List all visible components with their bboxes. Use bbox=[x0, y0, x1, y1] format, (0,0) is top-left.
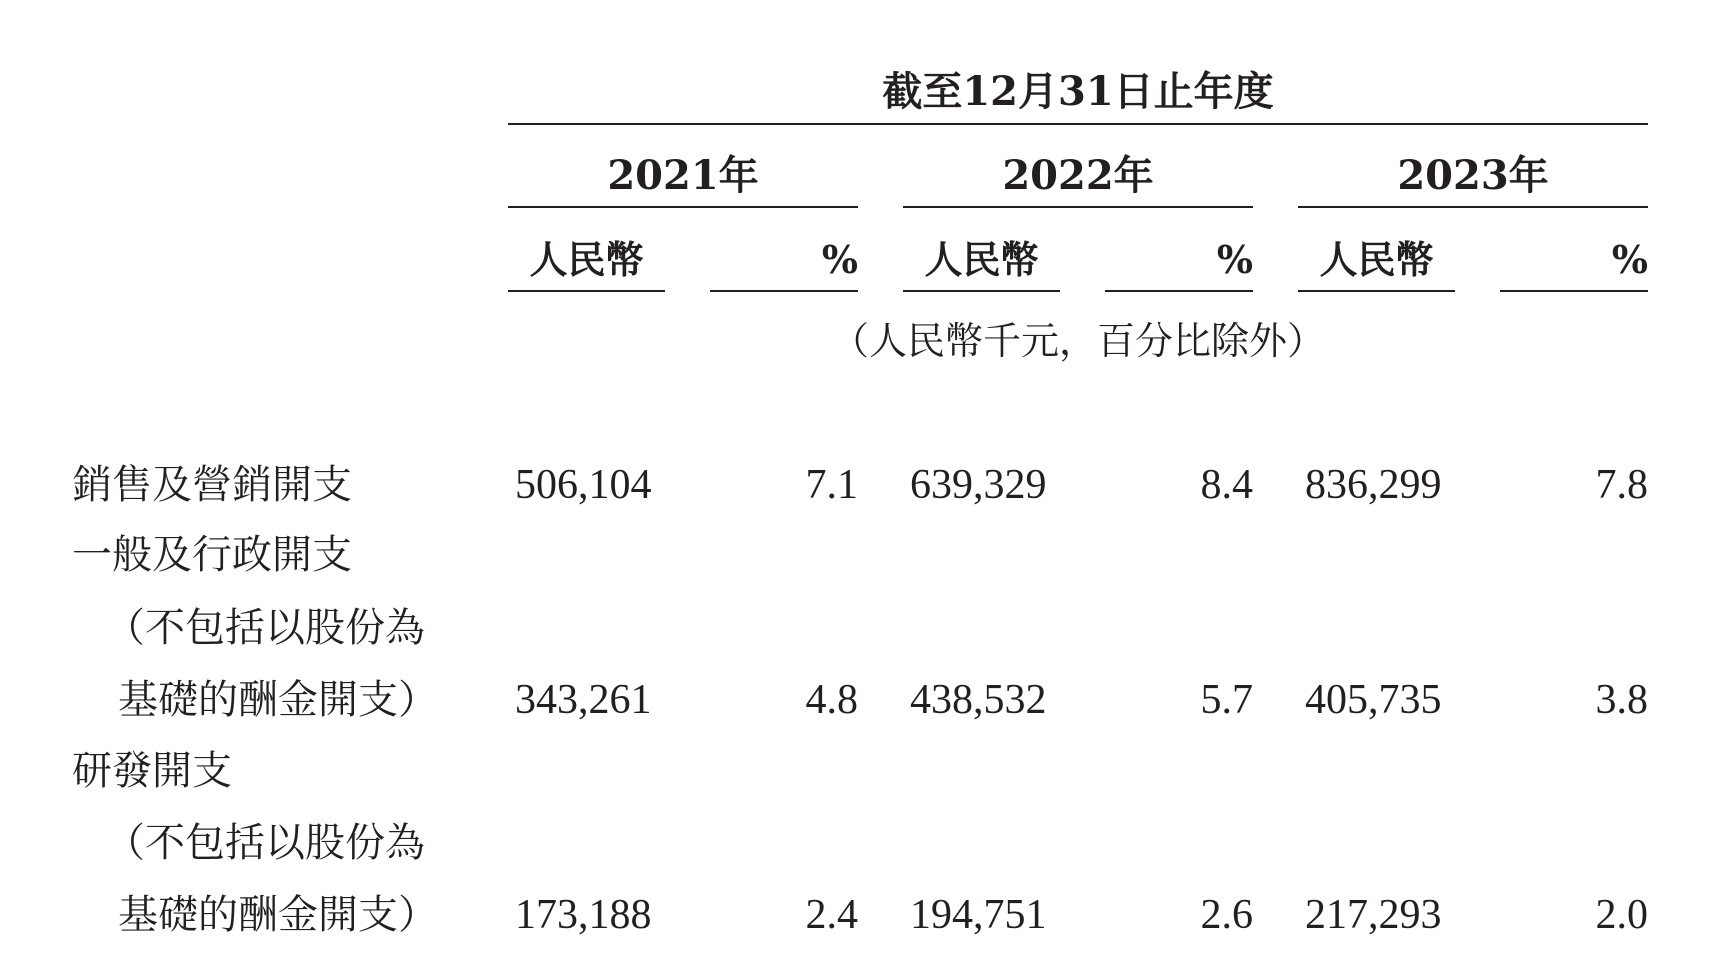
row-label-selling-marketing: 銷售及營銷開支 bbox=[72, 462, 352, 508]
value-admin-2022-amount: 438,532 bbox=[910, 677, 1047, 723]
year-header-2022: 2022年 bbox=[1002, 152, 1154, 199]
percent-rule-2023 bbox=[1500, 290, 1648, 292]
currency-header-2022: 人民幣 bbox=[924, 237, 1039, 282]
value-admin-2021-percent: 4.8 bbox=[805, 677, 858, 723]
row-label-rnd: 研發開支 bbox=[72, 748, 232, 794]
value-rnd-2022-amount: 194,751 bbox=[910, 892, 1047, 938]
year-header-2021: 2021年 bbox=[607, 152, 759, 199]
currency-rule-2022 bbox=[903, 290, 1060, 292]
currency-header-2021: 人民幣 bbox=[529, 237, 644, 282]
value-rnd-2022-percent: 2.6 bbox=[1200, 892, 1253, 938]
value-selling-2022-percent: 8.4 bbox=[1200, 462, 1253, 508]
row-label-general-admin: 一般及行政開支 bbox=[72, 532, 352, 578]
value-admin-2022-percent: 5.7 bbox=[1200, 677, 1253, 723]
year-header-2023: 2023年 bbox=[1397, 152, 1549, 199]
value-rnd-2023-percent: 2.0 bbox=[1595, 892, 1648, 938]
row-label-general-admin-note-2: 基礎的酬金開支） bbox=[118, 677, 438, 723]
period-header: 截至12月31日止年度 bbox=[882, 68, 1274, 115]
value-admin-2023-amount: 405,735 bbox=[1305, 677, 1442, 723]
currency-rule-2023 bbox=[1298, 290, 1455, 292]
row-label-general-admin-note-1: （不包括以股份為 bbox=[105, 605, 425, 651]
currency-rule-2021 bbox=[508, 290, 665, 292]
percent-header-2021: % bbox=[821, 237, 858, 282]
year-rule-2021 bbox=[508, 206, 858, 208]
period-header-rule bbox=[508, 123, 1648, 125]
value-rnd-2023-amount: 217,293 bbox=[1305, 892, 1442, 938]
percent-rule-2022 bbox=[1105, 290, 1253, 292]
value-rnd-2021-amount: 173,188 bbox=[515, 892, 652, 938]
currency-header-2023: 人民幣 bbox=[1319, 237, 1434, 282]
percent-rule-2021 bbox=[710, 290, 858, 292]
year-rule-2023 bbox=[1298, 206, 1648, 208]
value-selling-2021-amount: 506,104 bbox=[515, 462, 652, 508]
year-rule-2022 bbox=[903, 206, 1253, 208]
value-selling-2022-amount: 639,329 bbox=[910, 462, 1047, 508]
value-selling-2023-amount: 836,299 bbox=[1305, 462, 1442, 508]
value-selling-2023-percent: 7.8 bbox=[1595, 462, 1648, 508]
value-admin-2021-amount: 343,261 bbox=[515, 677, 652, 723]
value-rnd-2021-percent: 2.4 bbox=[805, 892, 858, 938]
row-label-rnd-note-1: （不包括以股份為 bbox=[105, 820, 425, 866]
value-admin-2023-percent: 3.8 bbox=[1595, 677, 1648, 723]
value-selling-2021-percent: 7.1 bbox=[805, 462, 858, 508]
row-label-rnd-note-2: 基礎的酬金開支） bbox=[118, 892, 438, 938]
percent-header-2023: % bbox=[1611, 237, 1648, 282]
percent-header-2022: % bbox=[1216, 237, 1253, 282]
unit-note: （人民幣千元，百分比除外） bbox=[830, 319, 1325, 363]
